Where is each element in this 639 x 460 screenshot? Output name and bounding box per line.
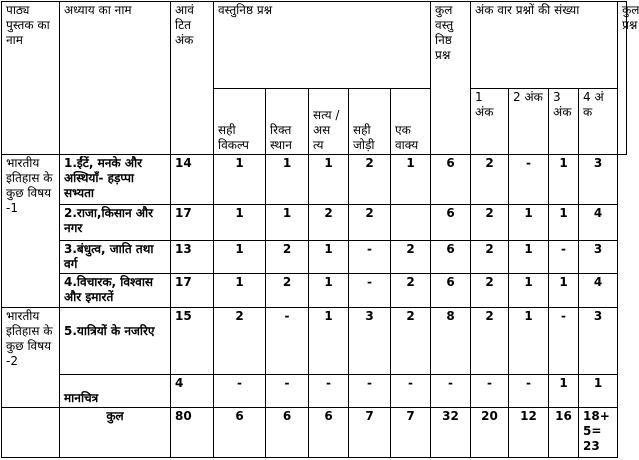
subheader-mark-4: 4 अं क [579, 89, 618, 155]
chapter-name: 4.विचारक, विश्वास और इमारतें [60, 274, 171, 308]
value-cell: 6 [431, 241, 471, 274]
value-cell: 1 [266, 205, 309, 241]
value-cell: 2 [266, 241, 309, 274]
value-cell: - [349, 375, 391, 408]
value-cell: 1 [509, 274, 549, 308]
value-cell: 2 [391, 241, 431, 274]
value-cell: 1 [509, 241, 549, 274]
total-value-cell: 32 [431, 408, 471, 458]
allotted-marks-cell: 13 [171, 241, 214, 274]
value-cell: 3 [579, 241, 618, 274]
value-cell: 2 [309, 205, 349, 241]
value-cell: 2 [471, 205, 509, 241]
value-cell: 1 [214, 155, 266, 205]
allotted-marks-cell: 17 [171, 274, 214, 308]
value-cell: 1 [214, 241, 266, 274]
allotted-marks-cell: 4 [171, 375, 214, 408]
value-cell: 1 [549, 274, 579, 308]
chapter-name: 1.ईंटें, मनके और अस्थियाँ- हड़प्पा सभ्यता [60, 155, 171, 205]
value-cell: - [509, 375, 549, 408]
value-cell: - [309, 375, 349, 408]
subheader-mark-3: 3 अंक [549, 89, 579, 155]
value-cell: 2 [391, 308, 431, 375]
value-cell: 1 [549, 205, 579, 241]
value-cell: 4 [579, 205, 618, 241]
value-cell: 2 [349, 155, 391, 205]
chapter-name: 2.राजा,किसान और नगर [60, 205, 171, 241]
value-cell: 2 [266, 274, 309, 308]
total-allotted-cell: 80 [171, 408, 214, 458]
total-value-cell: 6 [214, 408, 266, 458]
value-cell: 8 [431, 308, 471, 375]
subheader-one-sentence: एक वाक्य [391, 89, 431, 155]
value-cell: - [349, 241, 391, 274]
allotted-marks-cell: 15 [171, 308, 214, 375]
allotted-marks-cell: 17 [171, 205, 214, 241]
value-cell: 1 [214, 205, 266, 241]
value-cell: 1 [391, 155, 431, 205]
chapter-name: 3.बंधुत्व, जाति तथा वर्ग [60, 241, 171, 274]
value-cell: 1 [549, 155, 579, 205]
value-cell: 3 [349, 308, 391, 375]
header-chapter: अध्याय का नाम [60, 2, 171, 155]
value-cell: 1 [309, 241, 349, 274]
header-total-questions: कुल प्रश्न [618, 2, 627, 155]
header-objective: वस्तुनिष्ठ प्रश्न [214, 2, 431, 89]
header-book: पाठ्य पुस्तक का नाम [2, 2, 60, 155]
total-value-cell: 16 [549, 408, 579, 458]
total-value-cell: 12 [509, 408, 549, 458]
value-cell: 6 [431, 274, 471, 308]
value-cell: - [266, 375, 309, 408]
value-cell: 2 [471, 155, 509, 205]
total-value-cell: 6 [309, 408, 349, 458]
subheader-match: सही जोड़ी [349, 89, 391, 155]
value-cell: 3 [579, 155, 618, 205]
total-label: कुल [60, 408, 171, 458]
total-value-cell: 7 [391, 408, 431, 458]
value-cell: 3 [579, 308, 618, 375]
value-cell: - [549, 308, 579, 375]
value-cell: - [214, 375, 266, 408]
subheader-fill-blank: रिक्त स्थान [266, 89, 309, 155]
value-cell: - [431, 375, 471, 408]
value-cell: 2 [349, 205, 391, 241]
book-name-1: भारतीय इतिहास के कुछ विषय -1 [2, 155, 60, 308]
value-cell: - [549, 241, 579, 274]
value-cell: 2 [471, 308, 509, 375]
header-total-objective: कुल वस्तु निष्ठ प्रश्न [431, 2, 471, 155]
value-cell: - [349, 274, 391, 308]
value-cell: 2 [214, 308, 266, 375]
subheader-true-false: सत्य / अस त्य [309, 89, 349, 155]
total-value-cell: 20 [471, 408, 509, 458]
subheader-mark-1: 1 अंक [471, 89, 509, 155]
value-cell: 1 [549, 375, 579, 408]
value-cell: 1 [309, 308, 349, 375]
value-cell: 1 [509, 205, 549, 241]
allotted-marks-cell: 14 [171, 155, 214, 205]
value-cell: 1 [579, 375, 618, 408]
value-cell: 2 [391, 274, 431, 308]
value-cell: 1 [266, 155, 309, 205]
value-cell: 1 [309, 155, 349, 205]
total-value-cell: 6 [266, 408, 309, 458]
total-value-cell: 7 [349, 408, 391, 458]
value-cell: - [266, 308, 309, 375]
value-cell: - [471, 375, 509, 408]
value-cell: 1 [214, 274, 266, 308]
header-markwise: अंक वार प्रश्नों की संख्या [471, 2, 618, 89]
total-value-cell: 18+ 5= 23 [579, 408, 618, 458]
value-cell: 6 [431, 205, 471, 241]
value-cell: 4 [579, 274, 618, 308]
value-cell: 6 [431, 155, 471, 205]
book-name-2: भारतीय इतिहास के कुछ विषय -2 [2, 308, 60, 408]
subheader-mark-2: 2 अंक [509, 89, 549, 155]
chapter-name: मानचित्र [60, 375, 171, 408]
header-allotted: आवं टित अंक [171, 2, 214, 155]
chapter-name: 5.यात्रियों के नजरिए [60, 308, 171, 375]
value-cell: 1 [509, 308, 549, 375]
value-cell [391, 205, 431, 241]
value-cell: 2 [471, 241, 509, 274]
value-cell: 1 [309, 274, 349, 308]
subheader-correct-option: सही विकल्प [214, 89, 266, 155]
marks-distribution-table [1, 1, 639, 458]
value-cell: - [509, 155, 549, 205]
value-cell: 2 [471, 274, 509, 308]
value-cell: - [391, 375, 431, 408]
